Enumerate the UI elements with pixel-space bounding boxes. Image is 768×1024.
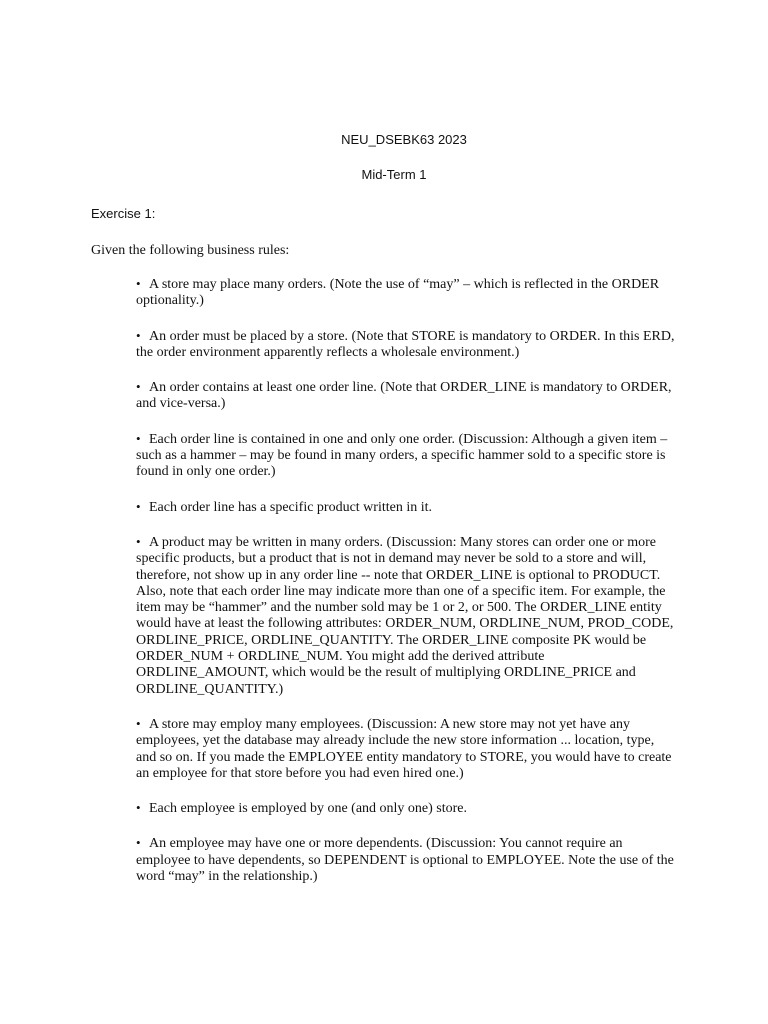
rule-item	[136, 431, 676, 481]
rule-text: A store may place many orders. (Note the use of “may” – which is reflected in the ORDER optionality.)	[136, 277, 660, 309]
business-rules-list	[136, 276, 676, 903]
rule-text: An order must be placed by a store. (Note that STORE is mandatory to ORDER. In this ERD, the order environment apparently reflects a wholesale environment.)	[136, 328, 675, 360]
rule-item	[136, 800, 676, 817]
document-subtitle: Mid-Term 1	[361, 167, 427, 182]
rule-text: Each order line is contained in one and only one order. (Discussion: Although a given item – such as a hammer – may be found in many orders, a specific hammer sold to a specific store is found in only one order.)	[136, 431, 668, 480]
document-title: NEU_DSEBK63 2023	[341, 132, 467, 147]
bullet-icon: •	[136, 835, 141, 851]
intro-text: Given the following business rules:	[91, 243, 290, 258]
rule-item	[136, 835, 676, 885]
bullet-icon: •	[136, 800, 141, 816]
rule-text: Each employee is employed by one (and only one) store.	[149, 801, 468, 817]
rule-text: Each order line has a specific product written in it.	[149, 499, 433, 515]
rule-item	[136, 276, 676, 310]
rule-item	[136, 534, 676, 698]
rule-item	[136, 499, 676, 516]
rule-text: A product may be written in many orders. (Discussion: Many stores can order one or more specific products, but a product that is not in demand may never be sold to a store and will, therefore, not show up in any order line -- note that ORDER_LINE is optional to PRODUCT. Also, note that each order line may indicate more than one of a specific item. For example, the item may be “hammer” and the number sold may be 1 or 2, or 500. The ORDER_LINE entity would have at least the following attributes: ORDER_NUM, ORDLINE_NUM, PROD_CODE, ORDLINE_PRICE, ORDLINE_QUANTITY. The ORDER_LINE composite PK would be ORDER_NUM + ORDLINE_NUM. You might add the derived attribute ORDLINE_AMOUNT, which would be the result of multiplying ORDLINE_PRICE and ORDLINE_QUANTITY.)	[136, 534, 674, 697]
rule-text: A store may employ many employees. (Discussion: A new store may not yet have any employees, yet the database may already include the new store information ... location, type, and so on. If you made the EMPLOYEE entity mandatory to STORE, you would have to create an employee for that store before you had even hired one.)	[136, 716, 672, 781]
bullet-icon: •	[136, 327, 141, 343]
rule-text: An order contains at least one order line. (Note that ORDER_LINE is mandatory to ORDER, and vice-versa.)	[136, 380, 672, 412]
rule-item	[136, 716, 676, 782]
rule-item	[136, 328, 676, 362]
rule-item	[136, 379, 676, 413]
bullet-icon: •	[136, 276, 141, 291]
exercise-label: Exercise 1:	[91, 206, 156, 221]
bullet-icon: •	[136, 715, 141, 731]
bullet-icon: •	[136, 430, 141, 446]
bullet-icon: •	[136, 498, 141, 514]
bullet-icon: •	[136, 379, 141, 395]
rule-text: An employee may have one or more dependents. (Discussion: You cannot require an employee to have dependents, so DEPENDENT is optional to EMPLOYEE. Note the use of the word “may” in the relationship.)	[136, 836, 674, 885]
bullet-icon: •	[136, 533, 141, 549]
